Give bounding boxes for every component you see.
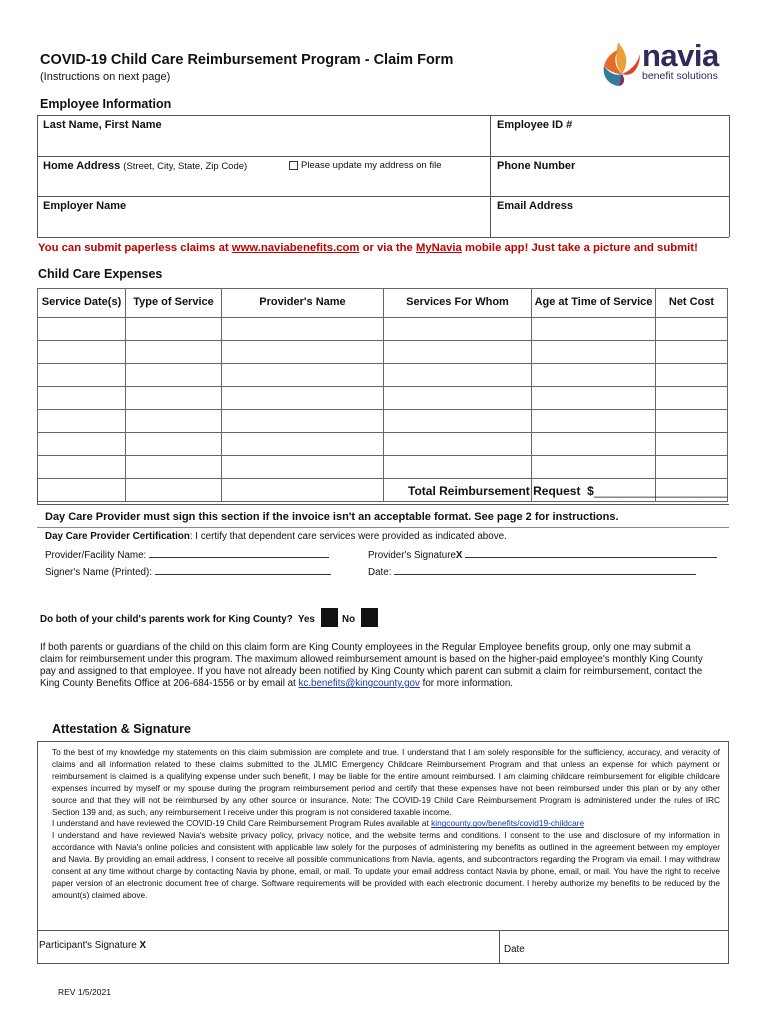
form-subtitle: (Instructions on next page) — [40, 71, 171, 83]
attestation-para-1: To the best of my knowledge my statements on this claim submission are complete and true. I understand that I am solely responsible for the sufficiency, accuracy, and veracity of claims and all information related to these claims submitted to the JLMIC Emergency Childcare Reimbursement Program and that unless an expense for which payment or reimbursement is claimed is a qualifying expense under such benefit, I may be liable for the entire amount reimbursed. I am claiming childcare reimbursement for eligible childcare expenses incurred by myself or my spouse during the program reimbursement period and certify that these expenses have not been reimbursed under this plan or by any other source and that they will not be reimbursed by any other source or insurance. Note: The COVID-19 Child Care Reimbursement Program is administered under the rules of IRC Section 139 and, as such, any reimbursement I receive under this program is not considered taxable income. — [52, 747, 720, 817]
table-cell[interactable] — [38, 410, 126, 433]
col-age-at-service: Age at Time of Service — [532, 289, 656, 318]
navia-flame-icon — [596, 40, 642, 88]
provider-signature-label: Provider's Signature — [368, 550, 456, 561]
home-address-hint: (Street, City, State, Zip Code) — [123, 161, 248, 172]
signer-name-label: Signer's Name (Printed): — [45, 567, 152, 578]
total-row-border — [37, 478, 38, 504]
facility-name-label: Provider/Facility Name: — [45, 550, 147, 561]
table-cell[interactable] — [38, 341, 126, 364]
provider-date-row — [368, 564, 696, 578]
table-cell[interactable] — [126, 479, 222, 502]
table-cell[interactable] — [222, 387, 384, 410]
table-row — [38, 364, 728, 387]
table-cell[interactable] — [126, 456, 222, 479]
col-type-of-service: Type of Service — [126, 289, 222, 318]
total-reimbursement — [408, 484, 727, 498]
table-cell[interactable] — [384, 364, 532, 387]
table-cell[interactable] — [222, 479, 384, 502]
table-row — [38, 387, 728, 410]
table-cell[interactable] — [384, 433, 532, 456]
king-county-para-end: for more information. — [419, 678, 514, 689]
no-label: No — [342, 614, 356, 625]
attestation-para-3: I understand and have reviewed Navia's website privacy policy, privacy notice, and the website terms and conditions. I consent to the use and disclosure of my information in accordance with Navia's online policies and consistent with applicable law solely for the purposes of administering my benefits as outlined in the agreement between my employer and Navia. By providing an email address, I consent to receive all possible communications from Navia, agents, and subcontractors regarding the Program via email. I may withdraw consent at any time without charge by contacting Navia by phone, email, or mail. To update your email address contact Navia by phone, email, or mail. You have the right to receive paper version of an electronic document free of charge. Software requirements will be provided with each electronic document. I hereby authorize my benefits to be reduced by the amount(s) claimed above. — [52, 830, 720, 900]
attestation-box — [37, 741, 729, 931]
paperless-suffix: mobile app! Just take a picture and submit! — [461, 242, 698, 254]
participant-signature-label — [39, 940, 146, 951]
table-cell[interactable] — [222, 456, 384, 479]
table-cell[interactable] — [222, 433, 384, 456]
table-cell[interactable] — [532, 318, 656, 341]
home-address-label-text: Home Address — [43, 160, 121, 172]
employee-section-title: Employee Information — [40, 97, 172, 111]
table-cell[interactable] — [126, 387, 222, 410]
provider-signature-x: X — [455, 550, 463, 561]
table-cell[interactable] — [656, 364, 728, 387]
provider-date-label: Date: — [368, 567, 392, 578]
provider-cert-text: : I certify that dependent care services were provided as indicated above. — [189, 531, 507, 542]
paperless-middle: or via the — [359, 242, 416, 254]
col-net-cost: Net Cost — [656, 289, 728, 318]
table-cell[interactable] — [222, 364, 384, 387]
participant-signature-text: Participant's Signature — [39, 940, 137, 951]
table-cell[interactable] — [126, 318, 222, 341]
participant-signature-field[interactable] — [138, 933, 494, 961]
paperless-notice — [38, 242, 698, 254]
revision-label: REV 1/5/2021 — [58, 987, 111, 997]
update-address-label: Please update my address on file — [301, 160, 442, 171]
signer-name-row — [45, 564, 331, 578]
table-cell[interactable] — [656, 318, 728, 341]
kc-benefits-email-link[interactable]: kc.benefits@kingcounty.gov — [298, 678, 420, 689]
table-row — [38, 456, 728, 479]
attestation-section-title: Attestation & Signature — [52, 722, 191, 736]
king-county-question — [40, 614, 315, 625]
total-prefix: $ — [587, 484, 594, 498]
provider-signature-field[interactable] — [465, 547, 717, 558]
attestation-date-field[interactable] — [530, 933, 726, 961]
col-services-for-whom: Services For Whom — [384, 289, 532, 318]
table-cell[interactable] — [38, 318, 126, 341]
table-row — [38, 341, 728, 364]
table-row — [38, 410, 728, 433]
table-cell[interactable] — [38, 387, 126, 410]
col-service-dates: Service Date(s) — [38, 289, 126, 318]
table-cell[interactable] — [656, 433, 728, 456]
yes-label: Yes — [297, 614, 315, 625]
last-first-name-field[interactable] — [40, 131, 488, 155]
email-address-field[interactable] — [493, 212, 727, 236]
last-first-name-label: Last Name, First Name — [43, 119, 162, 131]
employee-id-label: Employee ID # — [497, 119, 573, 131]
table-cell[interactable] — [656, 341, 728, 364]
expenses-table — [37, 288, 728, 502]
table-cell[interactable] — [532, 456, 656, 479]
update-address-option[interactable] — [289, 160, 441, 171]
provider-signature-row — [368, 547, 717, 561]
provider-notice: Day Care Provider must sign this section if the invoice isn't an acceptable format. See page 2 for instructions. — [45, 511, 619, 523]
participant-signature-x: X — [139, 940, 146, 951]
employer-name-label: Employer Name — [43, 200, 127, 212]
king-county-para-text: If both parents or guardians of the child on this claim form are King County employees in the Regular Employee benefits group, only one may submit a claim for reimbursement under this program. The maximum allowed reimbursement amount is based on the higher-paid employee's monthly King County pay and assigned to that employee. If you have not already been notified by King County which parent can submit a claim for reimbursement, contact the King County Benefits Office at 206-684-1556 or by email at — [40, 642, 703, 689]
attestation-para-2: I understand and have reviewed the COVID-19 Child Care Reimbursement Program Rules available at — [52, 818, 432, 829]
provider-certification — [45, 531, 507, 542]
covid-rules-link[interactable]: kingcounty.gov/benefits/covid19-childcare — [431, 818, 585, 829]
total-amount-field[interactable]: ____________________ — [593, 484, 728, 498]
table-cell[interactable] — [222, 410, 384, 433]
col-providers-name: Provider's Name — [222, 289, 384, 318]
table-cell[interactable] — [222, 318, 384, 341]
table-cell[interactable] — [38, 433, 126, 456]
home-address-field[interactable] — [40, 172, 488, 195]
table-cell[interactable] — [126, 410, 222, 433]
table-cell[interactable] — [384, 456, 532, 479]
update-address-checkbox[interactable] — [289, 161, 298, 170]
navia-logo — [596, 40, 736, 88]
total-label: Total Reimbursement Request — [408, 484, 581, 498]
provider-facility-row — [45, 547, 329, 561]
home-address-label — [43, 160, 247, 172]
table-cell[interactable] — [384, 387, 532, 410]
table-cell[interactable] — [656, 410, 728, 433]
table-cell[interactable] — [532, 410, 656, 433]
phone-label: Phone Number — [497, 160, 576, 172]
table-cell[interactable] — [126, 341, 222, 364]
king-county-question-text: Do both of your child's parents work for King County? — [40, 614, 293, 625]
table-cell[interactable] — [532, 387, 656, 410]
table-cell[interactable] — [38, 479, 126, 502]
mynavia-link[interactable]: MyNavia — [415, 242, 462, 254]
king-county-paragraph — [40, 642, 715, 690]
logo-tagline: benefit solutions — [642, 70, 718, 82]
signer-name-field[interactable] — [155, 564, 331, 575]
paperless-prefix: You can submit paperless claims at — [38, 242, 232, 254]
employee-id-field[interactable] — [493, 131, 727, 155]
form-title: COVID-19 Child Care Reimbursement Program - Claim Form — [40, 52, 454, 68]
provider-date-field[interactable] — [394, 564, 696, 575]
email-address-label: Email Address — [497, 200, 574, 212]
facility-name-field[interactable] — [149, 547, 329, 558]
attestation-text — [52, 747, 720, 902]
logo-wordmark: navia — [642, 38, 719, 73]
table-cell[interactable] — [384, 410, 532, 433]
table-cell[interactable] — [532, 341, 656, 364]
table-cell[interactable] — [38, 364, 126, 387]
naviabenefits-link[interactable]: www.naviabenefits.com — [231, 242, 360, 254]
yes-checkbox[interactable] — [321, 608, 338, 627]
expenses-section-title: Child Care Expenses — [38, 267, 163, 281]
attestation-date-label: Date — [504, 944, 525, 955]
table-cell[interactable] — [126, 364, 222, 387]
total-row-divider — [37, 504, 729, 505]
table-cell[interactable] — [38, 456, 126, 479]
employer-name-field[interactable] — [40, 212, 488, 236]
table-cell[interactable] — [126, 433, 222, 456]
table-cell[interactable] — [222, 341, 384, 364]
phone-field[interactable] — [493, 172, 727, 195]
table-row — [38, 318, 728, 341]
provider-divider — [37, 527, 729, 528]
table-cell[interactable] — [532, 433, 656, 456]
no-checkbox[interactable] — [361, 608, 378, 627]
table-row — [38, 433, 728, 456]
table-cell[interactable] — [384, 341, 532, 364]
table-cell[interactable] — [532, 364, 656, 387]
provider-cert-label: Day Care Provider Certification — [45, 531, 190, 542]
table-cell[interactable] — [384, 318, 532, 341]
table-cell[interactable] — [656, 387, 728, 410]
table-cell[interactable] — [656, 456, 728, 479]
expenses-header-row — [38, 289, 728, 318]
